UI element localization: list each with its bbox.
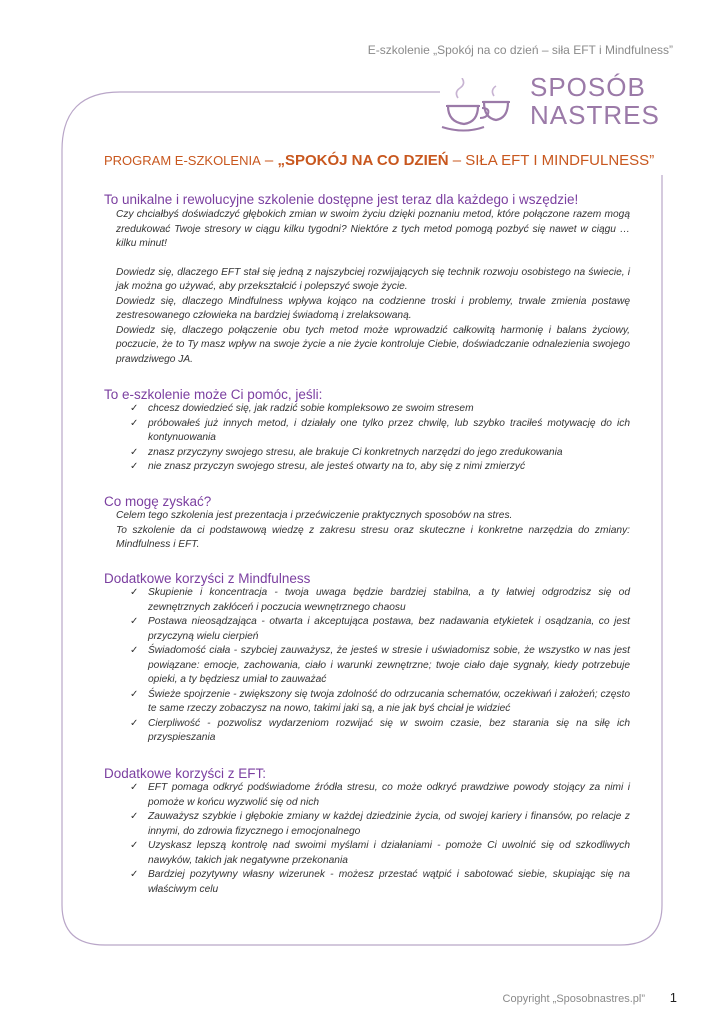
teacup-icon bbox=[438, 78, 514, 134]
section-who-for bbox=[104, 387, 630, 475]
checklist bbox=[104, 402, 630, 475]
list-item: ✓ EFT pomaga odkryć podświadome źródła stresu, co może odkryć prawdziwe powody stojący za nimi i pomoże w końcu wyzwolić się od nich bbox=[130, 782, 630, 808]
title-main: „SPOKÓJ NA CO DZIEŃ bbox=[277, 152, 449, 169]
list-item: ✓ Cierpliwość - pozwolisz wydarzeniom rozwijać się w swoim czasie, bez starania się na siłę ich przyspieszania bbox=[130, 717, 630, 743]
checklist bbox=[104, 586, 630, 746]
checkmark-icon: ✓ bbox=[130, 461, 139, 472]
checkmark-icon: ✓ bbox=[130, 717, 139, 729]
page-title bbox=[104, 152, 654, 169]
section-gains bbox=[104, 494, 630, 553]
title-prefix: PROGRAM E-SZKOLENIA bbox=[104, 153, 261, 168]
checkmark-icon: ✓ bbox=[130, 403, 139, 414]
checkmark-icon: ✓ bbox=[130, 840, 139, 851]
checkmark-icon: ✓ bbox=[130, 869, 139, 880]
paragraph: To szkolenie da ci podstawową wiedzę z zakresu stresu oraz skuteczne i konkretne narzędzia do zmiany: Mindfulness i EFT. bbox=[116, 524, 630, 550]
checkmark-icon: ✓ bbox=[130, 616, 139, 627]
list-item: ✓ Bardziej pozytywny własny wizerunek - możesz przestać wątpić i sabotować siebie, skupiając się na właściwym celu bbox=[130, 869, 630, 895]
checkmark-icon: ✓ bbox=[130, 446, 139, 458]
logo-word-top: SPOSÓB bbox=[530, 72, 646, 102]
checkmark-icon: ✓ bbox=[130, 417, 139, 429]
paragraph: Czy chciałbyś doświadczyć głębokich zmian w swoim życiu dzięki poznaniu metod, które połączone razem mogą zredukować Twoje stresory w ciągu kilku tygodni? Niektóre z tych metod pomogą pozbyć się nawet w ciągu … kilku minut! bbox=[116, 209, 630, 249]
logo bbox=[438, 74, 668, 136]
list-item: ✓ próbowałeś już innych metod, i działały one tylko przez chwilę, lub szybko traciłeś motywację do ich kontynuowania bbox=[130, 417, 630, 443]
section-heading: Co mogę zyskać? bbox=[104, 494, 212, 509]
list-item: ✓ chcesz dowiedzieć się, jak radzić sobie kompleksowo ze swoim stresem bbox=[132, 402, 630, 417]
logo-word-bottom: NASTRES bbox=[530, 100, 660, 130]
list-item: ✓ nie znasz przyczyn swojego stresu, ale jesteś otwarty na to, aby się z nimi zmierzyć bbox=[132, 460, 630, 475]
list-item: ✓ Zauważysz szybkie i głębokie zmiany w każdej dziedzinie życia, od swojej kariery i finansów, po relacje z innymi, do zdrowia fizycznego i emocjonalnego bbox=[130, 811, 630, 837]
copyright-footer: Copyright „Sposobnastres.pl” bbox=[502, 993, 645, 1005]
checkmark-icon: ✓ bbox=[130, 645, 139, 656]
checkmark-icon: ✓ bbox=[130, 782, 139, 793]
list-item: ✓ Postawa nieosądzająca - otwarta i akceptująca postawa, bez nadawania etykietek i osądzania, co jest przyczyną wielu cierpień bbox=[130, 616, 630, 642]
title-dash: – bbox=[260, 152, 278, 169]
list-item: ✓ Świeże spojrzenie - zwiększony się twoja zdolność do odrzucania schematów, oczekiwań i założeń; często te same rzeczy zobaczysz na nowo, takimi jaki są, a nie jak byś chciał je widzieć bbox=[130, 688, 630, 714]
list-item: ✓ Skupienie i koncentracja - twoja uwaga będzie bardziej stabilna, a ty łatwiej odgrodzisz się od zewnętrznych zakłóceń i poczucia wewnętrznego chaosu bbox=[130, 587, 630, 613]
checkmark-icon: ✓ bbox=[130, 811, 139, 822]
paragraph: Celem tego szkolenia jest prezentacja i przećwiczenie praktycznych sposobów na stres. bbox=[116, 510, 513, 521]
list-item: ✓ Uzyskasz lepszą kontrolę nad swoimi myślami i działaniami - pomoże Ci uwolnić się od szkodliwych nawyków, takich jak negatywne przekonania bbox=[130, 840, 630, 866]
section-eft-benefits bbox=[104, 766, 630, 897]
checklist bbox=[104, 781, 630, 897]
checkmark-icon: ✓ bbox=[130, 587, 139, 598]
list-item: ✓ Świadomość ciała - szybciej zauważysz, że jesteś w stresie i uświadomisz sobie, że wszystko w nas jest powiązane: emocje, zachowania, ciało i warunki zewnętrzne; twoje ciało daje sygnały, kiedy potrzebuje opieki, a ty będziesz umiał to zauważać bbox=[130, 645, 630, 685]
checkmark-icon: ✓ bbox=[130, 688, 139, 700]
section-mindfulness-benefits bbox=[104, 571, 630, 746]
section-intro bbox=[104, 192, 630, 367]
section-heading: To unikalne i rewolucyjne szkolenie dostępne jest teraz dla każdego i wszędzie! bbox=[104, 192, 579, 207]
paragraph: Dowiedz się, dlaczego Mindfulness wpływa kojąco na codzienne troski i problemy, trwale zmienia postawę zestresowanego człowieka na bardziej świadomą i zrelaksowaną. bbox=[116, 295, 630, 321]
running-header: E-szkolenie „Spokój na co dzień – siła EFT i Mindfulness” bbox=[367, 43, 673, 57]
page-number: 1 bbox=[669, 990, 677, 1005]
list-item: ✓ znasz przyczyny swojego stresu, ale brakuje Ci konkretnych narzędzi do jego zredukowania bbox=[132, 446, 630, 461]
section-heading: Dodatkowe korzyści z EFT: bbox=[104, 766, 267, 781]
section-heading: To e-szkolenie może Ci pomóc, jeśli: bbox=[104, 387, 323, 402]
paragraph: Dowiedz się, dlaczego połączenie obu tych metod może wprowadzić całkowitą harmonię i balans życiowy, poczucie, że to Ty masz wpływ na swoje życie a nie życie kontroluje Ciebie, doświadczanie odnalezienia swojego prawdziwego JA. bbox=[116, 324, 630, 365]
title-rest: – SIŁA EFT I MINDFULNESS” bbox=[448, 152, 655, 169]
paragraph: Dowiedz się, dlaczego EFT stał się jedną z najszybciej rozwijających się technik rozwoju osobistego na świecie, i jak można go używać, aby przekształcić i polepszyć swoje życie. bbox=[116, 266, 630, 292]
section-heading: Dodatkowe korzyści z Mindfulness bbox=[104, 571, 311, 586]
